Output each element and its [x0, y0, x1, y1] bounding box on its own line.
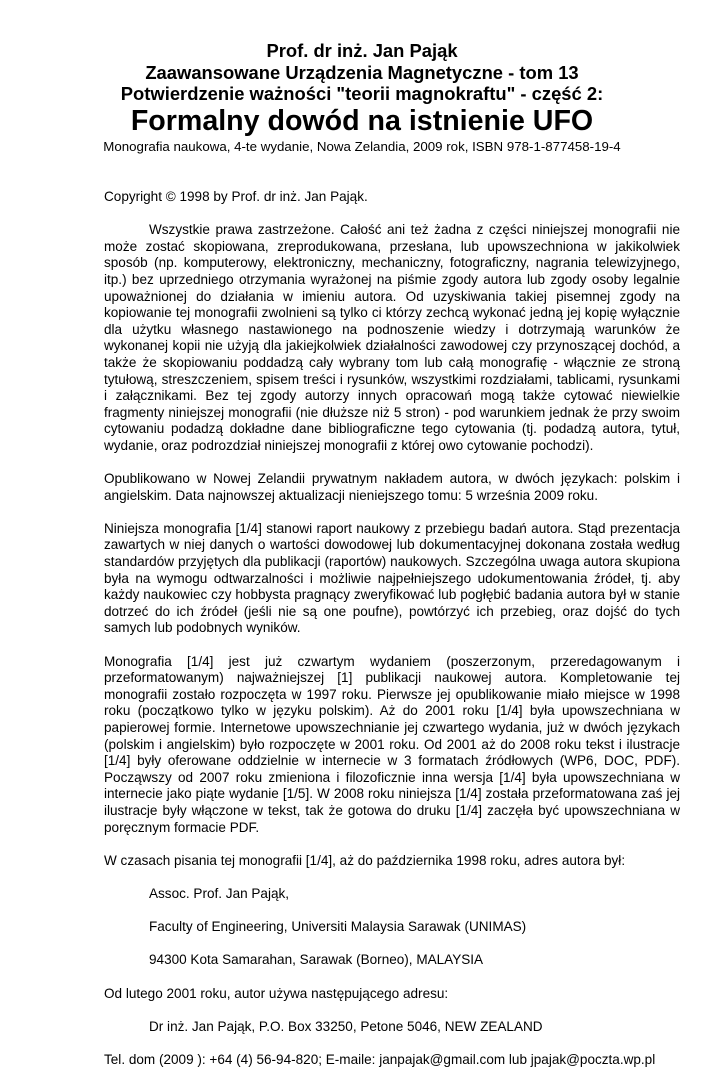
address-intro: W czasach pisania tej monografii [1/4], aż do października 1998 roku, adres autora był:: [104, 852, 626, 868]
author-name: Prof. dr inż. Jan Pająk: [266, 40, 458, 61]
address-line: Assoc. Prof. Jan Pająk,: [149, 885, 290, 901]
title-block: [0, 40, 724, 155]
address-line: Faculty of Engineering, Universiti Malaysia Sarawak (UNIMAS): [149, 919, 527, 935]
address-line-current: Dr inż. Jan Pająk, P.O. Box 33250, Petone 5046, NEW ZEALAND: [149, 1018, 543, 1034]
copyright-paragraph: Wszystkie prawa zastrzeżone. Całość ani też żadna z części niniejszej monografii nie może zostać skopiowana, zreprodukowana, przesłana, lub upowszechniona w jakikolwiek sposób (np. komputerowy, elektroniczny, mechaniczny, fotograficzny, nagrania telewizyjnego, itp.) bez uprzedniego otrzymania wyrażonej na piśmie zgody autora lub zgody osoby legalnie upoważnionej do działania w imieniu autora. Od uzyskiwania takiej pisemnej zgody na kopiowanie tej monografii zwolnieni są tylko ci którzy zechcą wykonać jedną jej kopię wyłącznie dla użytku własnego nastawionego na podnoszenie wiedzy i dotrzymają warunków że wykonanej kopii nie użyją dla jakiejkolwiek działalności zawodowej czy przynoszącej dochód, a także że skopiowaniu poddadzą cały wybrany tom lub całą monografię - włącznie ze stroną tytułową, streszczeniem, spisem treści i rysunków, wszystkimi rozdziałami, tablicami, rysunkami i załącznikami. Bez tej zgody autorzy innych opracowań mogą także cytować niewielkie fragmenty niniejszej monografii (nie dłuższe niż 5 stron) - pod warunkiem jednak że przy swoim cytowaniu podadzą dokładne dane bibliograficzne tego cytowania (tj. podadzą autora, tytuł, wydanie, oraz podrozdział niniejszej monografii z której owo cytowanie pochodzi).: [104, 222, 680, 453]
document-body: [104, 189, 680, 1085]
copyright-line: Copyright © 1998 by Prof. dr inż. Jan Pająk.: [104, 189, 368, 204]
contact-line: Tel. dom (2009 ): +64 (4) 56-94-820; E-maile: janpajak@gmail.com lub jpajak@poczta.wp.pl: [104, 1051, 656, 1067]
address-since: Od lutego 2001 roku, autor używa następującego adresu:: [104, 985, 449, 1001]
publication-paragraph: Opublikowano w Nowej Zelandii prywatnym nakładem autora, w dwóch językach: polskim i angielskim. Data najnowszej aktualizacji nieniejszego tomu: 5 września 2009 roku.: [104, 471, 680, 503]
series-title: Zaawansowane Urządzenia Magnetyczne - tom 13: [145, 61, 579, 83]
edition-line: Monografia naukowa, 4-te wydanie, Nowa Zelandia, 2009 rok, ISBN 978-1-877458-19-4: [103, 138, 621, 154]
volume-subtitle: Potwierdzenie ważności "teorii magnokraftu" - część 2:: [120, 83, 604, 104]
report-paragraph: Niniejsza monografia [1/4] stanowi raport naukowy z przebiegu badań autora. Stąd prezentacja zawartych w niej danych o wartości dowodowej lub dokumentacyjnej dokonana została według standardów przyjętych dla publikacji (raportów) naukowych. Szczególna uwaga autora skupiona była na wymogu odtwarzalności i możliwie najpełniejszego udokumentowania źródeł, tj. aby każdy naukowiec czy hobbysta pragnący zweryfikować lub pogłębić badania autora był w stanie dotrzeć do ich źródeł (jeśli nie są one poufne), powtórzyć ich przebieg, oraz dojść do tych samych lub podobnych wyników.: [104, 520, 680, 636]
edition-history-paragraph: Monografia [1/4] jest już czwartym wydaniem (poszerzonym, przeredagowanym i przeformatowanym) najważniejszej [1] publikacji naukowej autora. Kompletowanie tej monografii zostało rozpoczęta w 1997 roku. Pierwsze jej opublikowanie miało miejsce w 1998 roku (początkowo tylko w języku polskim). Aż do 2001 roku [1/4] była upowszechniana w papierowej formie. Internetowe upowszechnianie jej czwartego wydania, już w dwóch językach (polskim i angielskim) było rozpoczęte w 2001 roku. Od 2001 aż do 2008 roku tekst i ilustracje [1/4] były oferowane oddzielnie w internecie w 3 formatach źródłowych (WP6, DOC, PDF). Począwszy od 2007 roku zmieniona i filozoficznie inna wersja [1/4] była upowszechniana w internecie jako piąte wydanie [1/5]. W 2008 roku niniejsza [1/4] została przeformatowana zaś jej ilustracje były włączone w tekst, tak że gotowa do druku [1/4] zaczęła być upowszechniana w poręcznym formacie PDF.: [104, 653, 680, 835]
address-line: 94300 Kota Samarahan, Sarawak (Borneo), MALAYSIA: [149, 952, 484, 968]
main-title: Formalny dowód na istnienie UFO: [130, 104, 594, 137]
